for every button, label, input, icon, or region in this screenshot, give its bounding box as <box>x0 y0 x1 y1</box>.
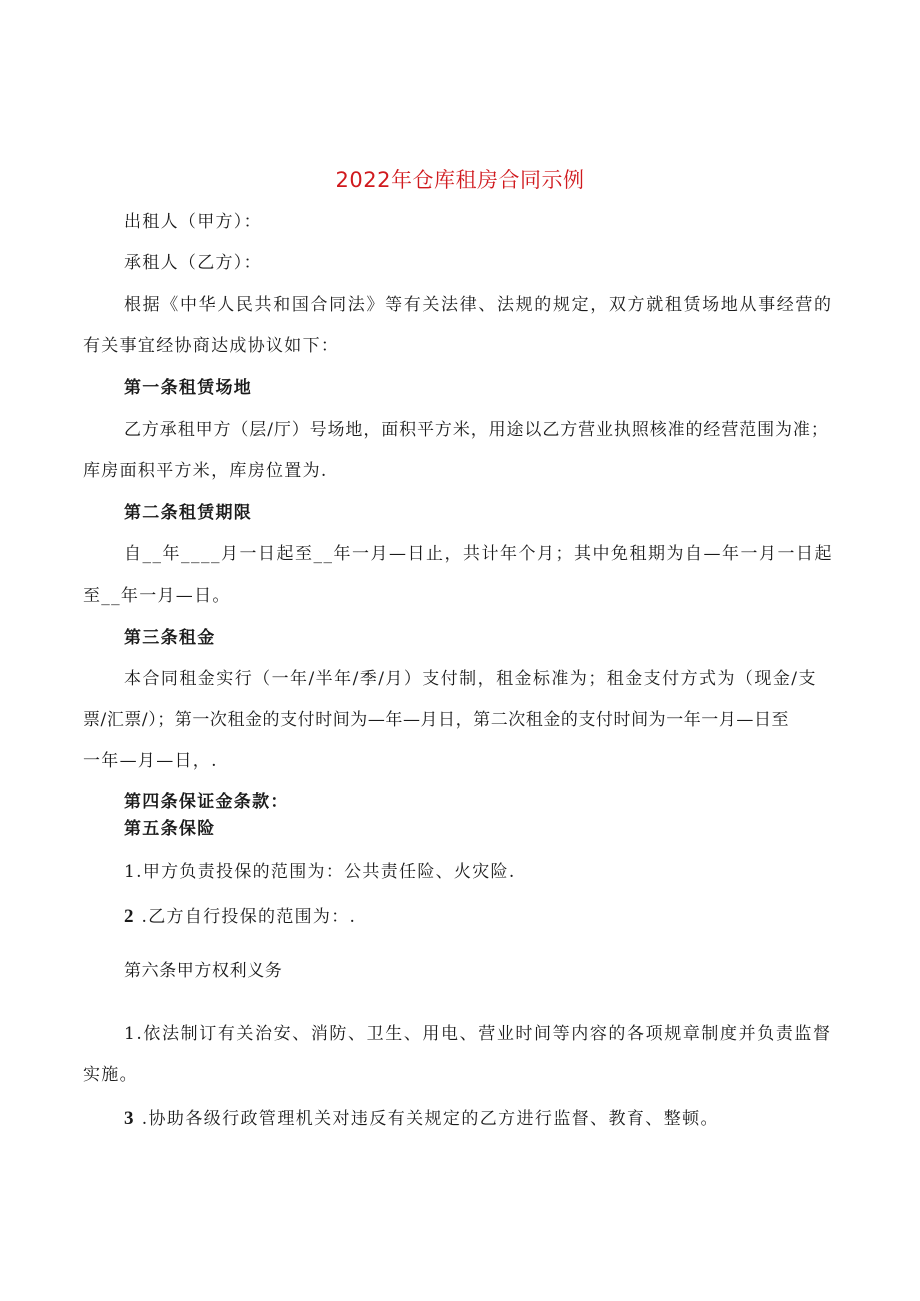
article-5-item-1: 1.甲方负责投保的范围为：公共责任险、火灾险. <box>124 862 516 882</box>
article-6-item-1-line-1: 1.依法制订有关治安、消防、卫生、用电、营业时间等内容的各项规章制度并负责监督 <box>124 1024 832 1044</box>
article-5-heading: 第五条保险 <box>124 819 216 839</box>
article-6-item-3 <box>124 1108 719 1130</box>
article-2-line-2: 至__年一月—日。 <box>83 586 231 606</box>
article-1-line-1: 乙方承租甲方（层/厅）号场地，面积平方米，用途以乙方营业执照核准的经营范围为准； <box>124 420 829 440</box>
article-4-heading: 第四条保证金条款： <box>124 792 289 812</box>
lessee-line: 承租人（乙方）： <box>124 253 262 273</box>
article-5-item-2 <box>124 906 356 928</box>
article-3-line-2: 票/汇票/）；第一次租金的支付时间为—年—月日，第二次租金的支付时间为一年一月—日至 <box>83 710 790 730</box>
article-6-heading: 第六条甲方权利义务 <box>124 961 283 981</box>
article-2-line-1: 自__年____月一日起至__年一月—日止，共计年个月；其中免租期为自—年一月一日起 <box>124 544 833 564</box>
lessor-line: 出租人（甲方）： <box>124 212 262 232</box>
document-title: 2022年仓库租房合同示例 <box>335 168 585 192</box>
item-text: .协助各级行政管理机关对违反有关规定的乙方进行监督、教育、整顿。 <box>134 1109 719 1129</box>
article-6-item-1-line-2: 实施。 <box>83 1065 138 1085</box>
article-1-line-2: 库房面积平方米，库房位置为. <box>83 461 328 481</box>
article-1-heading: 第一条租赁场地 <box>124 378 253 398</box>
article-3-line-1: 本合同租金实行（一年/半年/季/月）支付制，租金标准为；租金支付方式为（现金/支 <box>124 669 817 689</box>
item-number: 3 <box>124 1108 135 1129</box>
article-2-heading: 第二条租赁期限 <box>124 503 253 523</box>
item-number: 2 <box>124 906 135 927</box>
article-3-line-3: 一年—月—日，. <box>83 751 218 771</box>
intro-line-2: 有关事宜经协商达成协议如下： <box>83 336 340 356</box>
item-text: .乙方自行投保的范围为：. <box>134 907 357 927</box>
intro-line-1: 根据《中华人民共和国合同法》等有关法律、法规的规定，双方就租赁场地从事经营的 <box>124 295 833 315</box>
article-3-heading: 第三条租金 <box>124 628 216 648</box>
